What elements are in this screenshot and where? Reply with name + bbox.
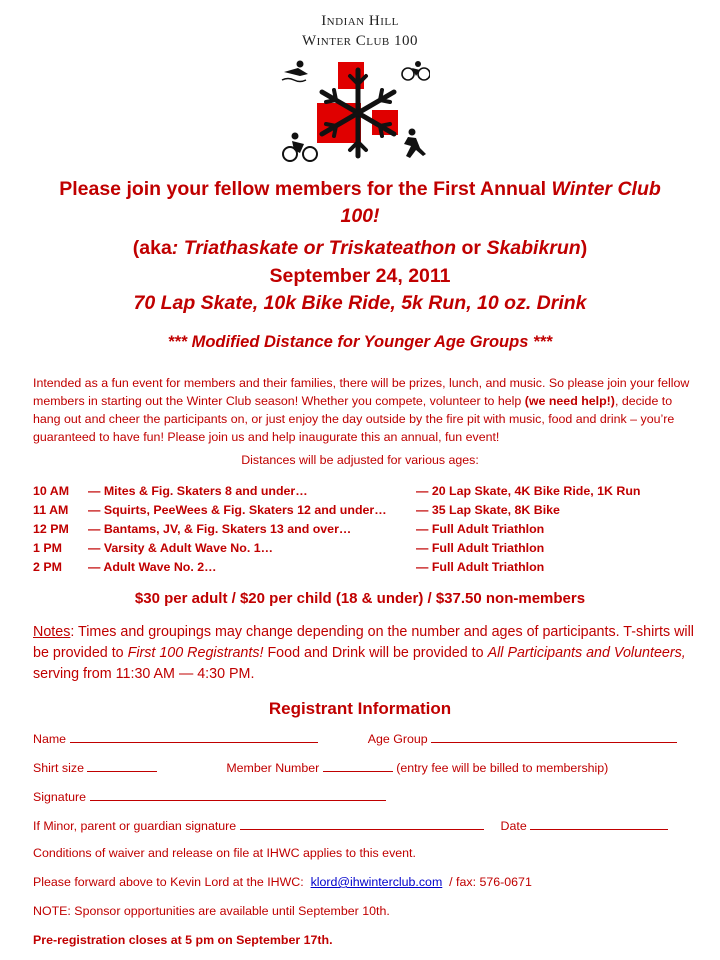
schedule-row — [33, 560, 713, 578]
schedule-time: 1 PM — [33, 541, 62, 555]
headline-event-name: Winter Club — [551, 178, 661, 200]
registration-deadline: Pre-registration closes at 5 pm on September 17th. — [33, 933, 333, 947]
signature-row — [33, 788, 386, 804]
schedule-group: — Mites & Fig. Skaters 8 and under… — [88, 484, 308, 498]
date-field[interactable] — [530, 817, 668, 830]
schedule-group: — Varsity & Adult Wave No. 1… — [88, 541, 273, 555]
org-name-line1: Indian Hill — [321, 13, 399, 29]
billing-note: (entry fee will be billed to membership) — [396, 761, 609, 775]
schedule-distance: — Full Adult Triathlon — [416, 522, 545, 536]
aka-prefix: (aka — [132, 237, 172, 259]
schedule-time: 2 PM — [33, 560, 62, 574]
date-label: Date — [500, 819, 527, 833]
headline-event-number: 100! — [340, 205, 380, 227]
intro-text-1: Intended as a fun event for members and their families, there will be prizes, lunch, and music. So please join your fellow members in starting out the Winter Club season! Whether you compete, volunteer to help — [33, 376, 690, 408]
intro-text-2: , decide to hang out and cheer the participants on, or just enjoy the day outside by the fire pit with music, food and drink – you’re guaranteed to have fun! Please join us and help inaugurate this an annual, fun event! — [33, 394, 675, 444]
distances-note: Distances will be adjusted for various ages: — [241, 453, 479, 467]
guardian-row — [33, 817, 668, 833]
guardian-signature-label: If Minor, parent or guardian signature — [33, 819, 237, 833]
event-lineup-text: 70 Lap Skate, 10k Bike Ride, 5k Run, 10 oz. Drink — [133, 292, 587, 314]
shirt-member-row — [33, 759, 608, 775]
schedule-group: — Adult Wave No. 2… — [88, 560, 217, 574]
notes-label: Notes — [33, 624, 71, 640]
aka-close: ) — [580, 237, 588, 259]
sponsor-note: NOTE: Sponsor opportunities are available until September 10th. — [33, 904, 390, 918]
org-name-line2: Winter Club 100 — [301, 33, 419, 49]
waiver-text: Conditions of waiver and release on file at IHWC applies to this event. — [33, 846, 416, 860]
snowflake-triathlon-logo — [280, 58, 430, 164]
schedule-distance: — 20 Lap Skate, 4K Bike Ride, 1K Run — [416, 484, 641, 498]
signature-label: Signature — [33, 790, 87, 804]
forward-text: Please forward above to Kevin Lord at the IHWC: — [33, 875, 304, 889]
cyclist-icon-top — [402, 61, 430, 80]
schedule-distance: — 35 Lap Skate, 8K Bike — [416, 503, 560, 517]
schedule-row — [33, 541, 713, 559]
email-link[interactable]: klord@ihwinterclub.com — [310, 875, 443, 889]
schedule-time: 12 PM — [33, 522, 69, 536]
aka-name-last: Skabikrun — [486, 237, 581, 259]
schedule-time: 11 AM — [33, 503, 69, 517]
event-lineup — [0, 291, 720, 315]
schedule-group: — Squirts, PeeWees & Fig. Skaters 12 and under… — [88, 503, 387, 517]
schedule-row — [33, 522, 713, 540]
aka-names: : Triathaskate or Triskateathon — [171, 237, 457, 259]
notes-text-1: : Times and groupings may change depending on the number and ages of participants. T-shirts will be provided to — [33, 624, 694, 661]
registrant-information-heading: Registrant Information — [268, 699, 452, 718]
member-number-field[interactable] — [323, 759, 393, 772]
age-group-label: Age Group — [367, 732, 428, 746]
member-number-label: Member Number — [226, 761, 320, 775]
notes-text-3: serving from 11:30 AM — 4:30 PM. — [33, 666, 255, 682]
cyclist-icon — [283, 133, 317, 162]
age-group-field[interactable] — [431, 730, 677, 743]
event-date: September 24, 2011 — [269, 265, 451, 287]
fax-text: / fax: 576-0671 — [449, 875, 532, 889]
shirt-size-field[interactable] — [87, 759, 157, 772]
swimmer-icon — [282, 61, 308, 82]
notes-text-2: Food and Drink will be provided to — [263, 645, 488, 661]
schedule-group: — Bantams, JV, & Fig. Skaters 13 and over… — [88, 522, 352, 536]
headline-line1 — [0, 177, 720, 201]
modified-distance-note: *** Modified Distance for Younger Age Groups *** — [167, 333, 553, 351]
name-age-row — [33, 730, 677, 746]
schedule-distance: — Full Adult Triathlon — [416, 541, 545, 555]
notes-tshirt-note: First 100 Registrants! — [127, 645, 264, 661]
shirt-size-label: Shirt size — [33, 761, 84, 775]
notes-participants: All Participants and Volunteers, — [487, 645, 686, 661]
pricing-line: $30 per adult / $20 per child (18 & under) / $37.50 non-members — [134, 590, 586, 607]
headline-text: Please join your fellow members for the First Annual — [59, 178, 552, 200]
notes-paragraph — [33, 622, 703, 685]
aka-or: or — [456, 237, 487, 259]
name-field[interactable] — [70, 730, 318, 743]
name-label: Name — [33, 732, 67, 746]
runner-icon — [404, 129, 426, 159]
schedule-time: 10 AM — [33, 484, 70, 498]
schedule-row — [33, 484, 713, 502]
schedule-row — [33, 503, 713, 521]
headline-aka — [0, 236, 720, 260]
schedule-distance: — Full Adult Triathlon — [416, 560, 545, 574]
guardian-signature-field[interactable] — [240, 817, 484, 830]
intro-emphasis: (we need help!) — [524, 394, 615, 408]
intro-paragraph — [33, 374, 695, 446]
signature-field[interactable] — [90, 788, 386, 801]
headline-line2 — [0, 204, 720, 228]
forward-row — [33, 875, 532, 889]
